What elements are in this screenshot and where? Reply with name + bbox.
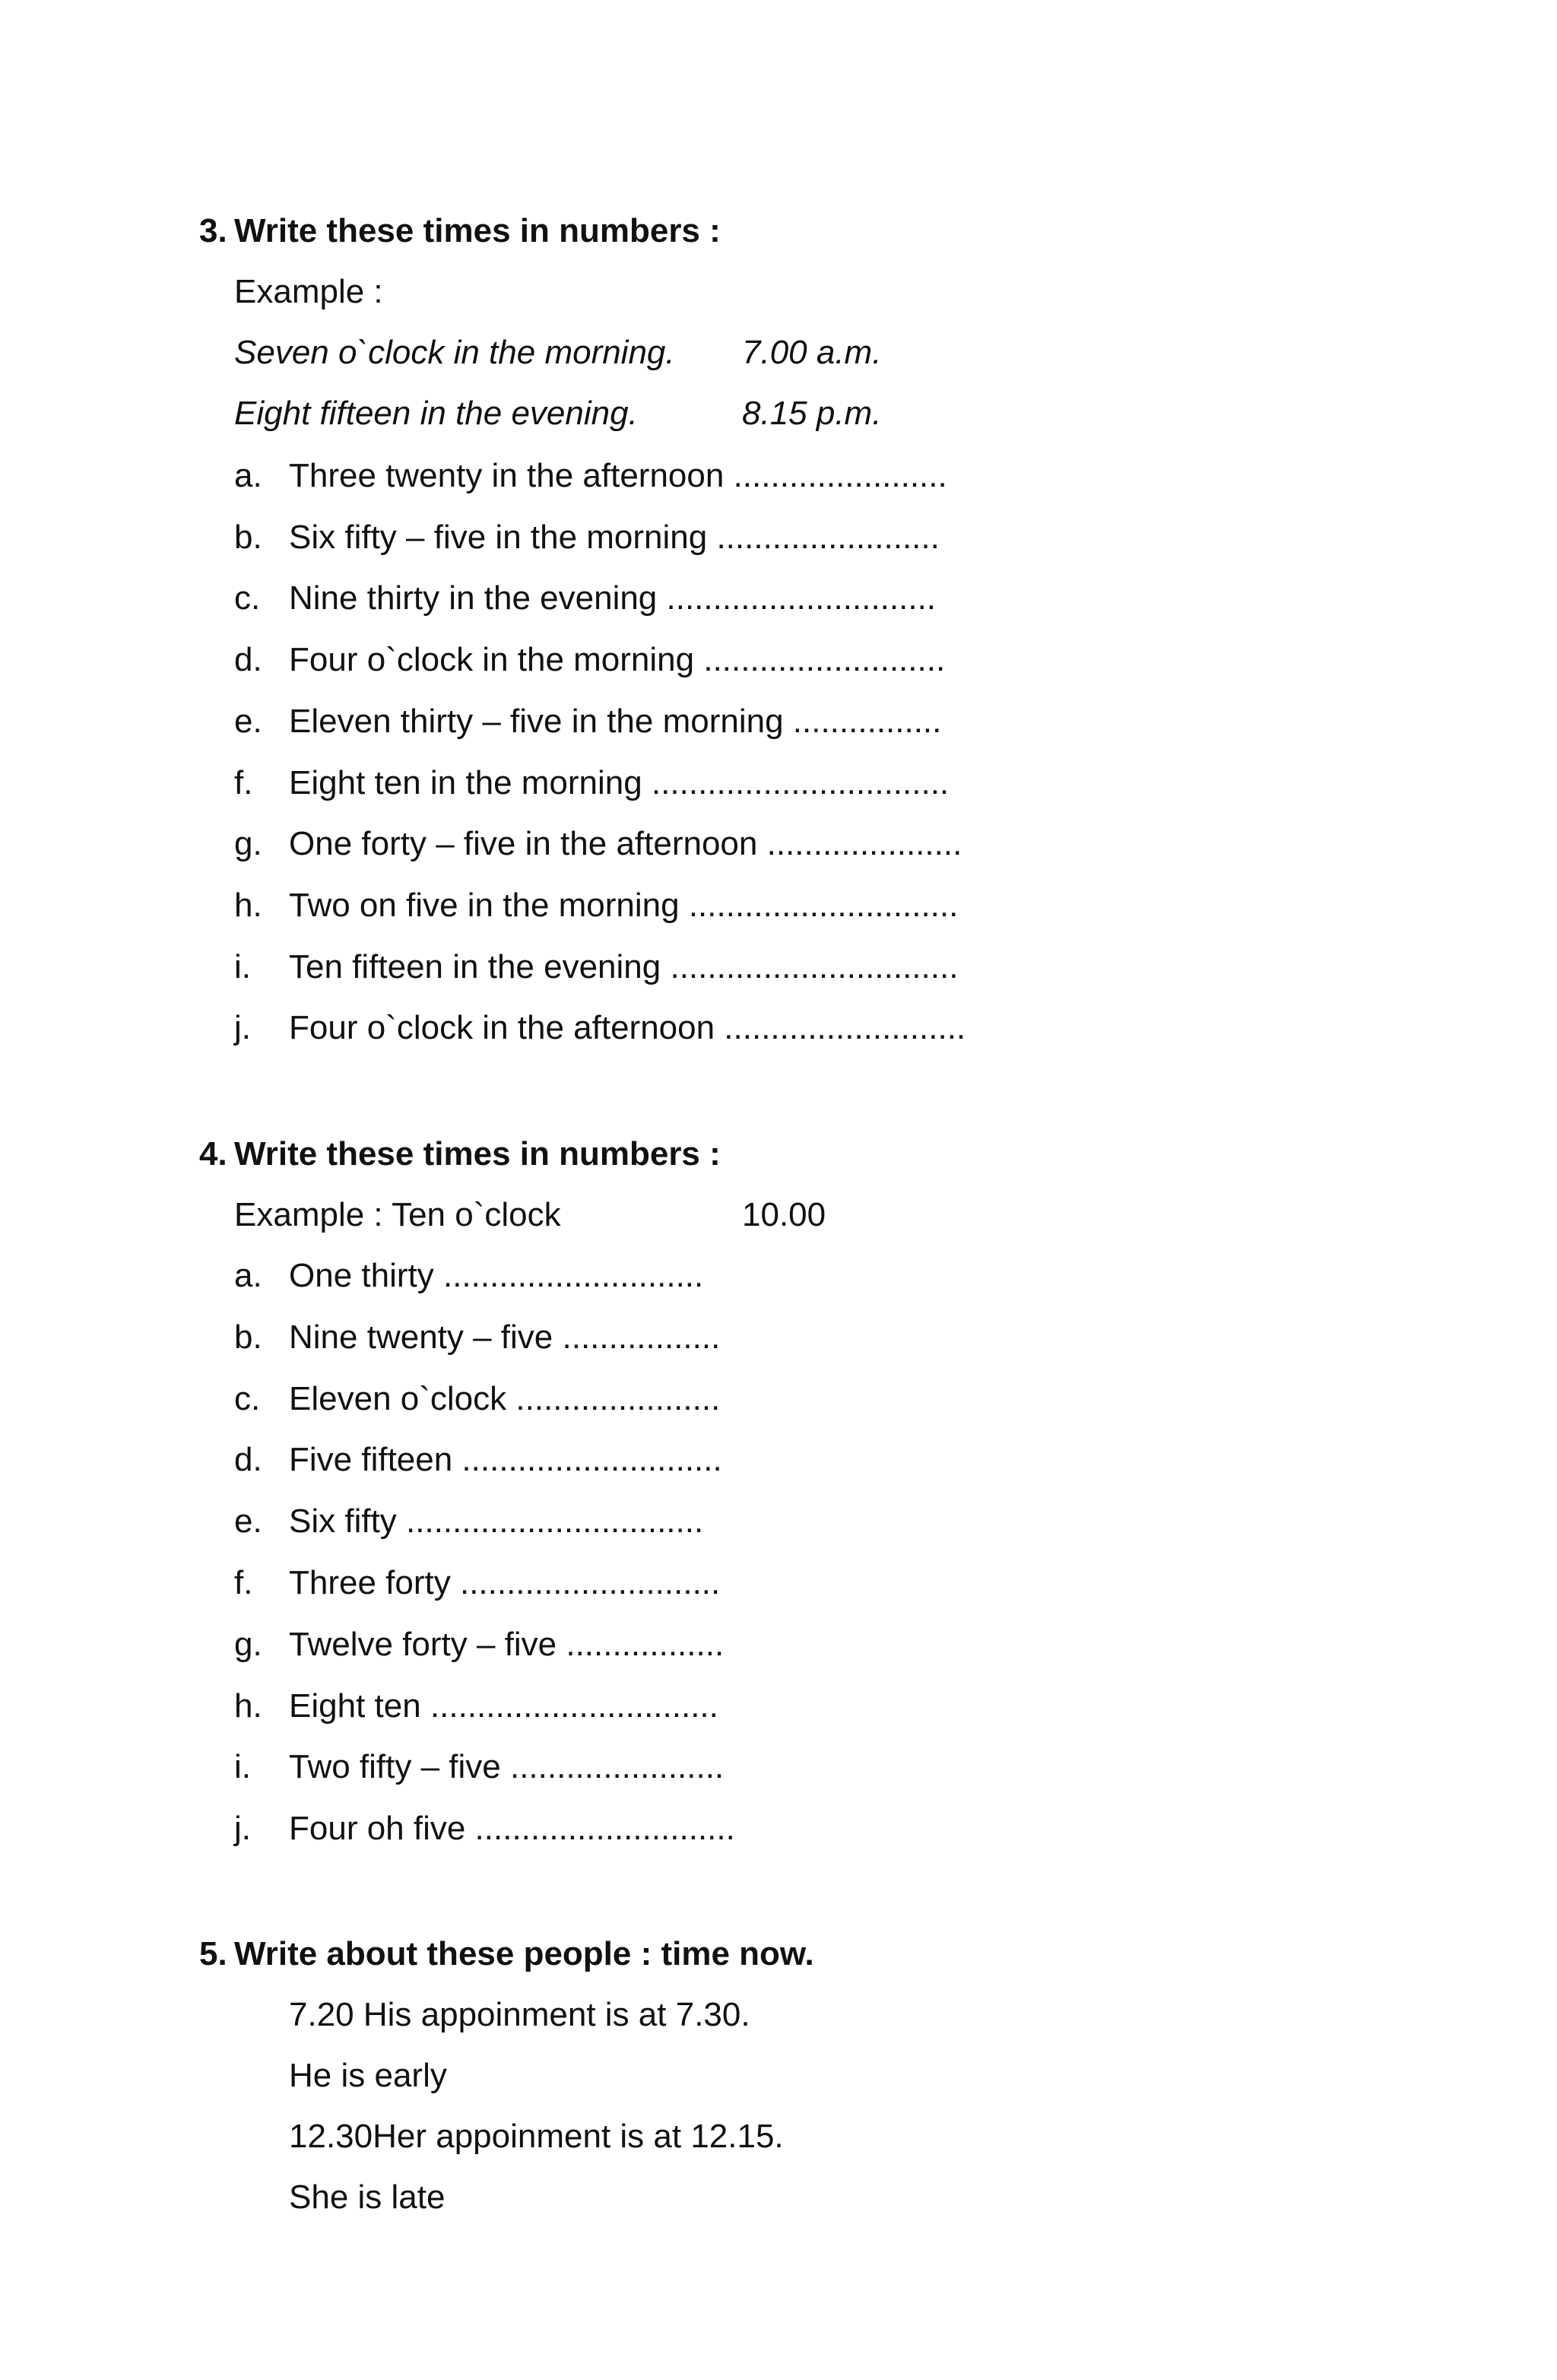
- question-text: Two on five in the morning .............................: [289, 886, 959, 924]
- question-text: Eleven o`clock ......................: [289, 1379, 721, 1417]
- question-text: Nine twenty – five .................: [289, 1318, 721, 1356]
- question-letter: f.: [234, 1564, 253, 1601]
- question-letter: f.: [234, 763, 253, 801]
- question-text: Two fifty – five .......................: [289, 1748, 725, 1786]
- question-text: Eight ten in the morning ................................: [289, 763, 950, 801]
- question-letter: a.: [234, 457, 262, 494]
- question-text: Eight ten ...............................: [289, 1687, 718, 1725]
- section-5-line: He is early: [289, 2057, 447, 2094]
- question-letter: c.: [234, 579, 261, 617]
- question-letter: j.: [234, 1810, 251, 1848]
- question-text: Twelve forty – five .................: [289, 1625, 725, 1663]
- section-3-example-1-answer: 7.00 a.m.: [742, 334, 882, 371]
- question-letter: i.: [234, 947, 251, 985]
- section-4-number: 4.: [199, 1135, 227, 1173]
- section-4-example-text: Example : Ten o`clock: [234, 1196, 561, 1233]
- question-text: Six fifty – five in the morning ........................: [289, 518, 940, 556]
- question-letter: e.: [234, 1503, 262, 1541]
- question-text: Five fifteen ............................: [289, 1441, 722, 1479]
- section-5-line: 7.20 His appoinment is at 7.30.: [289, 1996, 750, 2033]
- question-text: Ten fifteen in the evening ...............................: [289, 947, 959, 985]
- section-5-line: She is late: [289, 2178, 446, 2216]
- question-text: Nine thirty in the evening .............................: [289, 579, 937, 617]
- section-4-example-answer: 10.00: [742, 1196, 826, 1233]
- question-letter: a.: [234, 1257, 262, 1294]
- section-3-example-label: Example :: [234, 273, 383, 310]
- question-letter: i.: [234, 1748, 251, 1786]
- section-3-heading: Write these times in numbers :: [234, 212, 721, 249]
- question-text: One thirty ............................: [289, 1257, 704, 1294]
- question-letter: j.: [234, 1009, 251, 1047]
- question-letter: e.: [234, 702, 262, 740]
- question-letter: d.: [234, 1441, 262, 1479]
- question-letter: c.: [234, 1379, 261, 1417]
- question-letter: g.: [234, 825, 262, 863]
- question-text: Six fifty ................................: [289, 1503, 704, 1541]
- question-letter: b.: [234, 1318, 262, 1356]
- question-letter: b.: [234, 518, 262, 556]
- question-text: Four oh five ............................: [289, 1810, 735, 1848]
- question-letter: h.: [234, 886, 262, 924]
- question-letter: h.: [234, 1687, 262, 1725]
- section-4-heading: Write these times in numbers :: [234, 1135, 721, 1173]
- question-text: Three forty ............................: [289, 1564, 721, 1601]
- question-text: Four o`clock in the morning ..........................: [289, 641, 946, 679]
- question-text: Four o`clock in the afternoon ..........................: [289, 1009, 966, 1047]
- question-text: Eleven thirty – five in the morning ................: [289, 702, 942, 740]
- question-letter: g.: [234, 1625, 262, 1663]
- section-3-example-2-answer: 8.15 p.m.: [742, 395, 882, 432]
- section-5-heading: Write about these people : time now.: [234, 1935, 814, 1972]
- section-5-line: 12.30Her appoinment is at 12.15.: [289, 2118, 784, 2155]
- question-text: One forty – five in the afternoon .....................: [289, 825, 962, 863]
- question-text: Three twenty in the afternoon .......................: [289, 457, 947, 494]
- section-3-example-1-text: Seven o`clock in the morning.: [234, 334, 675, 371]
- section-3-example-2-text: Eight fifteen in the evening.: [234, 395, 638, 432]
- question-letter: d.: [234, 641, 262, 679]
- section-5-number: 5.: [199, 1935, 227, 1972]
- section-3-number: 3.: [199, 212, 227, 249]
